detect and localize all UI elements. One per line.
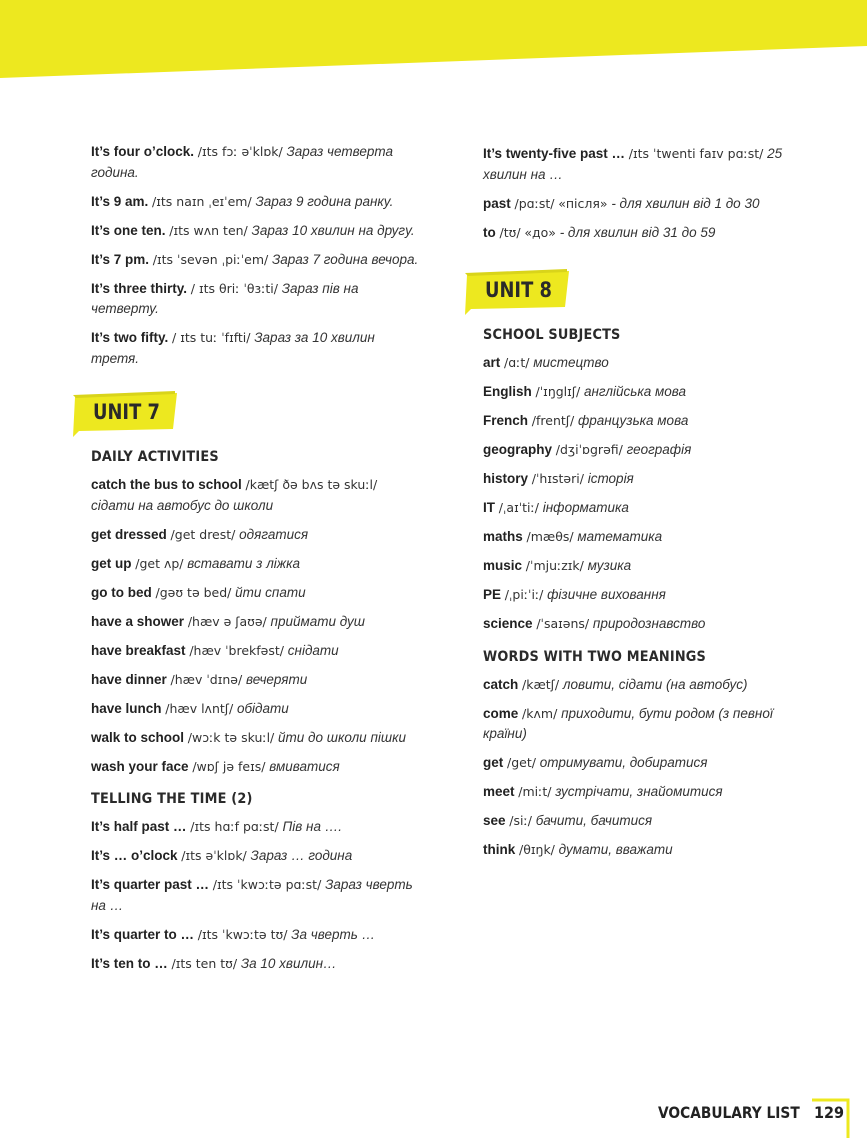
vocab-entry: walk to school /wɔːk tə skuːl/ йти до школи пішки bbox=[91, 729, 406, 745]
vocab-entry: get dressed /get drest/ одягатися bbox=[91, 526, 309, 542]
footer-section-label: VOCABULARY LIST bbox=[658, 1103, 800, 1122]
vocab-entry: see /siː/ бачити, бачитися bbox=[483, 813, 653, 828]
page-number: 129 bbox=[814, 1103, 845, 1122]
vocab-entry: IT /ˌaɪˈtiː/ інформатика bbox=[483, 500, 629, 515]
two-meanings-heading: WORDS WITH TWO MEANINGS bbox=[483, 648, 707, 665]
vocab-entry: come /kʌm/ приходити, бути родом (з певної країни) bbox=[483, 705, 773, 741]
vocab-entry: have breakfast /hæv ˈbrekfəst/ снідати bbox=[91, 642, 339, 658]
daily-activities-list bbox=[91, 475, 421, 777]
vocab-entry: It’s 9 am. /ɪts naɪn ˌeɪˈem/ Зараз 9 година ранку. bbox=[91, 193, 394, 209]
vocab-entry: science /ˈsaɪəns/ природознавство bbox=[483, 616, 706, 631]
vocab-entry: It’s ten to … /ɪts ten tʊ/ За 10 хвилин… bbox=[91, 955, 337, 971]
vocab-entry: It’s … o’clock /ɪts əˈklɒk/ Зараз … година bbox=[91, 848, 353, 863]
school-subjects-list bbox=[483, 353, 813, 635]
vocab-entry: geography /dʒiˈɒgrəfi/ географія bbox=[483, 442, 692, 457]
two-meanings-list bbox=[483, 675, 813, 861]
vocab-entry: It’s two fifty. / ɪts tuː ˈfɪfti/ Зараз за 10 хвилин третя. bbox=[91, 330, 375, 366]
time-past-to-list bbox=[483, 144, 813, 243]
vocab-entry: It’s twenty-five past … /ɪts ˈtwenti faɪv pɑːst/ 25 хвилин на … bbox=[483, 146, 783, 182]
vocab-entry: have dinner /hæv ˈdɪnə/ вечеряти bbox=[91, 671, 308, 687]
vocab-entry: PE /ˌpiːˈiː/ фізичне виховання bbox=[483, 587, 666, 602]
school-subjects-heading: SCHOOL SUBJECTS bbox=[483, 327, 621, 343]
vocab-entry: wash your face /wɒʃ jə feɪs/ вмиватися bbox=[91, 758, 340, 774]
vocab-entry: have a shower /hæv ə ʃaʊə/ приймати душ bbox=[91, 613, 366, 629]
daily-activities-heading: DAILY ACTIVITIES bbox=[91, 449, 219, 465]
vocab-entry: catch /kætʃ/ ловити, сідати (на автобус) bbox=[483, 676, 748, 692]
telling-time-heading: TELLING THE TIME (2) bbox=[91, 791, 253, 807]
vocab-entry: meet /miːt/ зустрічати, знайомитися bbox=[483, 784, 723, 799]
vocab-entry: It’s quarter past … /ɪts ˈkwɔːtə pɑːst/ Зараз чверть на … bbox=[91, 877, 413, 913]
vocab-entry: It’s four o’clock. /ɪts fɔː əˈklɒk/ Зараз четверта година. bbox=[91, 144, 393, 180]
time-entries bbox=[91, 142, 421, 369]
top-accent-band bbox=[0, 0, 867, 80]
vocab-entry: to /tʊ/ «до» - для хвилин від 31 до 59 bbox=[483, 224, 716, 240]
vocab-entry: get up /get ʌp/ вставати з ліжка bbox=[91, 555, 300, 571]
left-column bbox=[91, 142, 421, 983]
unit-7-badge bbox=[71, 391, 181, 437]
vocab-entry: get /get/ отримувати, добиратися bbox=[483, 755, 708, 770]
vocab-entry: think /θɪŋk/ думати, вважати bbox=[483, 842, 673, 857]
unit-7-label: UNIT 7 bbox=[93, 400, 160, 424]
vocab-entry: art /ɑːt/ мистецтво bbox=[483, 355, 609, 370]
vocab-entry: English /ˈɪŋglɪʃ/ англійська мова bbox=[483, 384, 687, 399]
vocab-entry: have lunch /hæv lʌntʃ/ обідати bbox=[91, 700, 289, 716]
right-column bbox=[483, 144, 813, 869]
unit-8-label: UNIT 8 bbox=[485, 278, 552, 302]
vocab-entry: maths /mæθs/ математика bbox=[483, 529, 663, 544]
unit-8-badge bbox=[463, 269, 573, 315]
vocab-entry: It’s quarter to … /ɪts ˈkwɔːtə tʊ/ За чверть … bbox=[91, 926, 376, 942]
vocab-entry: history /ˈhɪstəri/ історія bbox=[483, 471, 634, 486]
vocab-entry: past /pɑːst/ «після» - для хвилин від 1 до 30 bbox=[483, 195, 760, 211]
vocab-entry: It’s one ten. /ɪts wʌn ten/ Зараз 10 хвилин на другу. bbox=[91, 222, 415, 238]
vocab-entry: catch the bus to school /kætʃ ðə bʌs tə skuːl/ сідати на автобус до школи bbox=[91, 477, 378, 513]
vocab-entry: It’s three thirty. / ɪts θriː ˈθɜːti/ Зараз пів на четверту. bbox=[91, 280, 359, 316]
vocab-entry: music /ˈmjuːzɪk/ музика bbox=[483, 558, 632, 573]
vocab-entry: It’s 7 pm. /ɪts ˈsevən ˌpiːˈem/ Зараз 7 година вечора. bbox=[91, 251, 419, 267]
telling-time-list bbox=[91, 817, 421, 974]
vocab-entry: go to bed /gəʊ tə bed/ йти спати bbox=[91, 584, 306, 600]
vocab-entry: It’s half past … /ɪts hɑːf pɑːst/ Пів на …. bbox=[91, 819, 342, 834]
vocab-entry: French /frentʃ/ французька мова bbox=[483, 413, 689, 428]
